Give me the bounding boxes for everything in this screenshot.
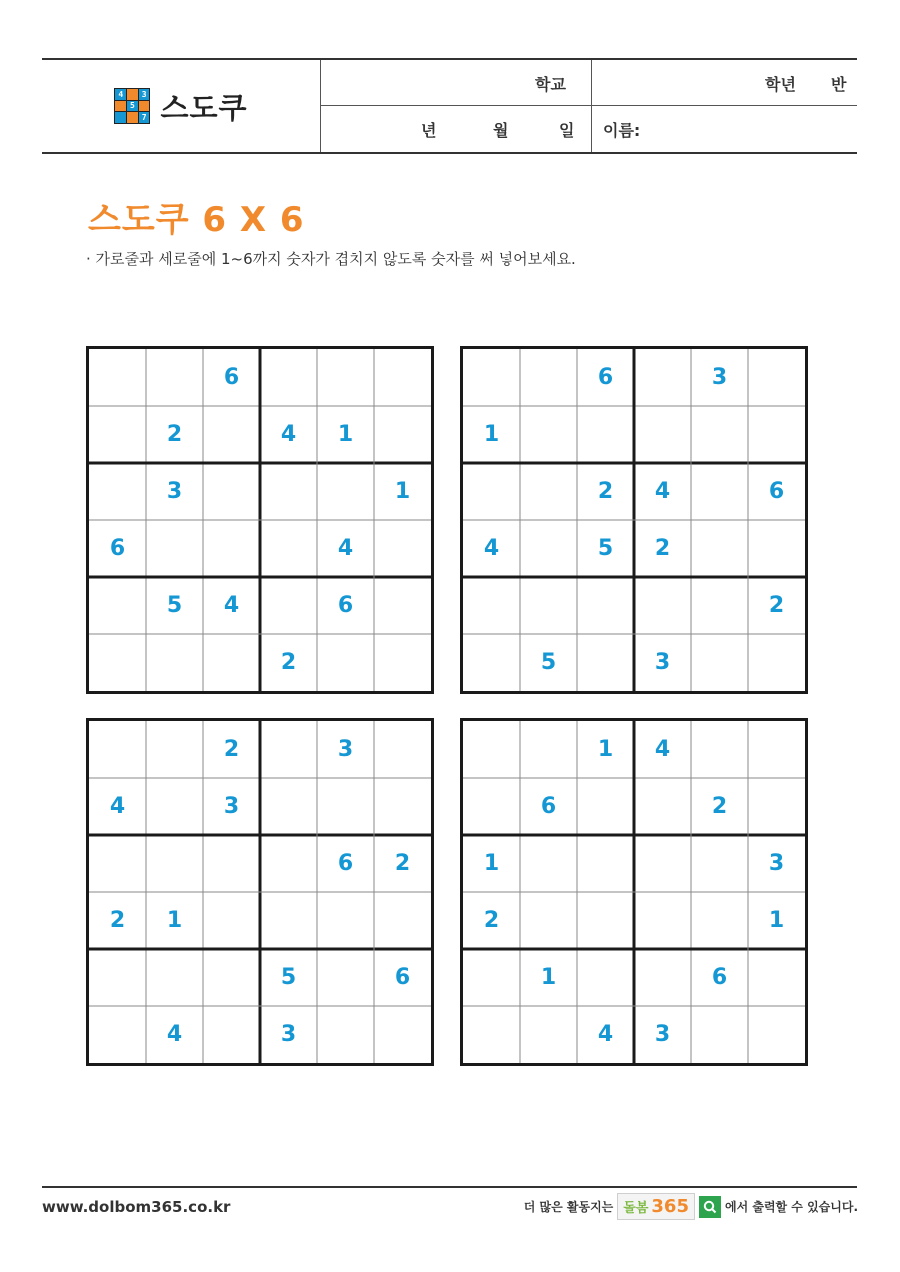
empty-cell[interactable] — [463, 721, 520, 778]
empty-cell[interactable] — [317, 634, 374, 691]
page-title: 스도쿠 6 X 6 — [88, 200, 305, 240]
logo-area — [42, 60, 321, 152]
empty-cell[interactable] — [463, 634, 520, 691]
given-number: 4 — [166, 1022, 183, 1047]
given-number: 2 — [109, 908, 126, 933]
given-number: 1 — [483, 851, 500, 876]
empty-cell[interactable] — [634, 949, 691, 1006]
sudoku-grid-bottom-left[interactable] — [86, 718, 434, 1066]
empty-cell[interactable] — [691, 835, 748, 892]
given-number: 3 — [223, 794, 240, 819]
logo-digit: 7 — [139, 112, 150, 123]
given-number: 6 — [394, 965, 411, 990]
empty-cell[interactable] — [89, 835, 146, 892]
empty-cell[interactable] — [748, 778, 805, 835]
empty-cell[interactable] — [520, 892, 577, 949]
given-number: 4 — [280, 422, 297, 447]
logo-title: 스도쿠 — [160, 90, 248, 125]
given-number: 4 — [654, 737, 671, 762]
empty-cell[interactable] — [577, 949, 634, 1006]
given-number: 2 — [394, 851, 411, 876]
empty-cell[interactable] — [317, 349, 374, 406]
empty-cell[interactable] — [520, 577, 577, 634]
empty-cell[interactable] — [463, 349, 520, 406]
given-number: 2 — [768, 593, 785, 618]
empty-cell[interactable] — [463, 778, 520, 835]
empty-cell[interactable] — [146, 835, 203, 892]
empty-cell[interactable] — [260, 778, 317, 835]
empty-cell[interactable] — [89, 949, 146, 1006]
empty-cell[interactable] — [520, 721, 577, 778]
given-number: 2 — [280, 650, 297, 675]
empty-cell[interactable] — [260, 835, 317, 892]
empty-cell[interactable] — [463, 949, 520, 1006]
empty-cell[interactable] — [748, 1006, 805, 1063]
search-icon[interactable] — [699, 1196, 721, 1218]
empty-cell[interactable] — [203, 892, 260, 949]
empty-cell[interactable] — [520, 520, 577, 577]
empty-cell[interactable] — [374, 406, 431, 463]
empty-cell[interactable] — [634, 349, 691, 406]
given-number: 3 — [711, 365, 728, 390]
empty-cell[interactable] — [203, 835, 260, 892]
empty-cell[interactable] — [146, 778, 203, 835]
given-number: 5 — [597, 536, 614, 561]
empty-cell[interactable] — [520, 406, 577, 463]
empty-cell[interactable] — [89, 634, 146, 691]
sudoku-grid-top-left[interactable] — [86, 346, 434, 694]
school-label: 학교 — [535, 75, 566, 94]
given-number: 1 — [768, 908, 785, 933]
empty-cell[interactable] — [374, 577, 431, 634]
logo-digit: 3 — [139, 89, 150, 100]
given-number: 6 — [109, 536, 126, 561]
empty-cell[interactable] — [634, 892, 691, 949]
empty-cell[interactable] — [317, 949, 374, 1006]
empty-cell[interactable] — [520, 349, 577, 406]
logo-digit: 4 — [115, 89, 126, 100]
empty-cell[interactable] — [634, 406, 691, 463]
given-number: 3 — [654, 1022, 671, 1047]
empty-cell[interactable] — [691, 463, 748, 520]
empty-cell[interactable] — [203, 463, 260, 520]
empty-cell[interactable] — [748, 949, 805, 1006]
footer-url[interactable]: www.dolbom365.co.kr — [42, 1198, 231, 1216]
given-number: 4 — [483, 536, 500, 561]
given-number: 6 — [223, 365, 240, 390]
empty-cell[interactable] — [146, 520, 203, 577]
given-number: 6 — [337, 593, 354, 618]
day-label: 일 — [559, 121, 575, 140]
given-number: 3 — [337, 737, 354, 762]
empty-cell[interactable] — [691, 406, 748, 463]
promo-text-after: 에서 출력할 수 있습니다. — [724, 1200, 858, 1214]
empty-cell[interactable] — [317, 778, 374, 835]
empty-cell[interactable] — [748, 634, 805, 691]
empty-cell[interactable] — [520, 463, 577, 520]
given-number: 4 — [654, 479, 671, 504]
given-number: 6 — [540, 794, 557, 819]
given-number: 1 — [597, 737, 614, 762]
logo-digit — [115, 101, 126, 112]
empty-cell[interactable] — [89, 406, 146, 463]
empty-cell[interactable] — [260, 349, 317, 406]
given-number: 1 — [394, 479, 411, 504]
grade-label: 학년 — [765, 75, 796, 94]
empty-cell[interactable] — [748, 349, 805, 406]
empty-cell[interactable] — [374, 778, 431, 835]
empty-cell[interactable] — [691, 1006, 748, 1063]
empty-cell[interactable] — [520, 835, 577, 892]
empty-cell[interactable] — [577, 406, 634, 463]
header-row-school — [321, 60, 857, 106]
given-number: 5 — [540, 650, 557, 675]
empty-cell[interactable] — [634, 835, 691, 892]
promo-text-before: 더 많은 활동지는 — [523, 1200, 614, 1214]
logo-digit — [115, 112, 126, 123]
given-number: 6 — [768, 479, 785, 504]
empty-cell[interactable] — [577, 835, 634, 892]
given-number: 3 — [280, 1022, 297, 1047]
empty-cell[interactable] — [203, 520, 260, 577]
given-number: 3 — [654, 650, 671, 675]
header-divider — [591, 106, 592, 152]
given-number: 5 — [166, 593, 183, 618]
header-divider — [591, 60, 592, 105]
footer-promo — [524, 1193, 858, 1220]
empty-cell[interactable] — [317, 463, 374, 520]
sudoku-logo-icon — [114, 88, 150, 124]
empty-cell[interactable] — [260, 577, 317, 634]
header-row-date — [321, 106, 857, 152]
logo-digit — [127, 112, 138, 123]
empty-cell[interactable] — [691, 520, 748, 577]
empty-cell[interactable] — [260, 463, 317, 520]
empty-cell[interactable] — [203, 634, 260, 691]
empty-cell[interactable] — [146, 721, 203, 778]
empty-cell[interactable] — [634, 778, 691, 835]
worksheet-header — [42, 58, 857, 154]
empty-cell[interactable] — [691, 577, 748, 634]
empty-cell[interactable] — [146, 634, 203, 691]
brand-logo[interactable] — [617, 1193, 695, 1220]
class-label: 반 — [831, 75, 847, 94]
empty-cell[interactable] — [691, 721, 748, 778]
empty-cell[interactable] — [577, 778, 634, 835]
empty-cell[interactable] — [748, 520, 805, 577]
given-number: 1 — [483, 422, 500, 447]
empty-cell[interactable] — [146, 949, 203, 1006]
given-number: 4 — [597, 1022, 614, 1047]
logo-digit: 5 — [127, 101, 138, 112]
sudoku-grid-top-right[interactable] — [460, 346, 808, 694]
empty-cell[interactable] — [203, 1006, 260, 1063]
empty-cell[interactable] — [577, 577, 634, 634]
empty-cell[interactable] — [89, 577, 146, 634]
sudoku-grid-bottom-right[interactable] — [460, 718, 808, 1066]
empty-cell[interactable] — [374, 349, 431, 406]
given-number: 4 — [223, 593, 240, 618]
given-number: 6 — [337, 851, 354, 876]
logo-digit — [127, 89, 138, 100]
given-number: 3 — [768, 851, 785, 876]
empty-cell[interactable] — [748, 721, 805, 778]
empty-cell[interactable] — [374, 634, 431, 691]
given-number: 2 — [711, 794, 728, 819]
brand-name: 돌봄 — [623, 1201, 649, 1216]
empty-cell[interactable] — [463, 463, 520, 520]
instruction-text: · 가로줄과 세로줄에 1~6까지 숫자가 겹치지 않도록 숫자를 써 넣어보세요. — [86, 250, 576, 268]
empty-cell[interactable] — [260, 892, 317, 949]
given-number: 5 — [280, 965, 297, 990]
empty-cell[interactable] — [634, 577, 691, 634]
empty-cell[interactable] — [374, 520, 431, 577]
empty-cell[interactable] — [577, 892, 634, 949]
empty-cell[interactable] — [203, 406, 260, 463]
empty-cell[interactable] — [89, 349, 146, 406]
empty-cell[interactable] — [374, 892, 431, 949]
month-label: 월 — [493, 121, 509, 140]
footer-divider — [42, 1186, 857, 1188]
given-number: 3 — [166, 479, 183, 504]
given-number: 2 — [597, 479, 614, 504]
given-number: 1 — [166, 908, 183, 933]
given-number: 2 — [483, 908, 500, 933]
empty-cell[interactable] — [691, 634, 748, 691]
empty-cell[interactable] — [520, 1006, 577, 1063]
given-number: 4 — [109, 794, 126, 819]
given-number: 1 — [337, 422, 354, 447]
year-label: 년 — [421, 121, 437, 140]
empty-cell[interactable] — [317, 1006, 374, 1063]
given-number: 2 — [223, 737, 240, 762]
empty-cell[interactable] — [374, 1006, 431, 1063]
given-number: 6 — [711, 965, 728, 990]
empty-cell[interactable] — [89, 1006, 146, 1063]
empty-cell[interactable] — [463, 577, 520, 634]
empty-cell[interactable] — [89, 463, 146, 520]
empty-cell[interactable] — [146, 349, 203, 406]
empty-cell[interactable] — [260, 721, 317, 778]
given-number: 1 — [540, 965, 557, 990]
empty-cell[interactable] — [463, 1006, 520, 1063]
name-label: 이름: — [603, 121, 641, 140]
empty-cell[interactable] — [748, 406, 805, 463]
empty-cell[interactable] — [203, 949, 260, 1006]
empty-cell[interactable] — [577, 634, 634, 691]
given-number: 2 — [166, 422, 183, 447]
given-number: 6 — [597, 365, 614, 390]
brand-number: 365 — [651, 1196, 689, 1217]
given-number: 4 — [337, 536, 354, 561]
empty-cell[interactable] — [374, 721, 431, 778]
given-number: 2 — [654, 536, 671, 561]
empty-cell[interactable] — [89, 721, 146, 778]
empty-cell[interactable] — [260, 520, 317, 577]
empty-cell[interactable] — [691, 892, 748, 949]
logo-digit — [139, 101, 150, 112]
empty-cell[interactable] — [317, 892, 374, 949]
